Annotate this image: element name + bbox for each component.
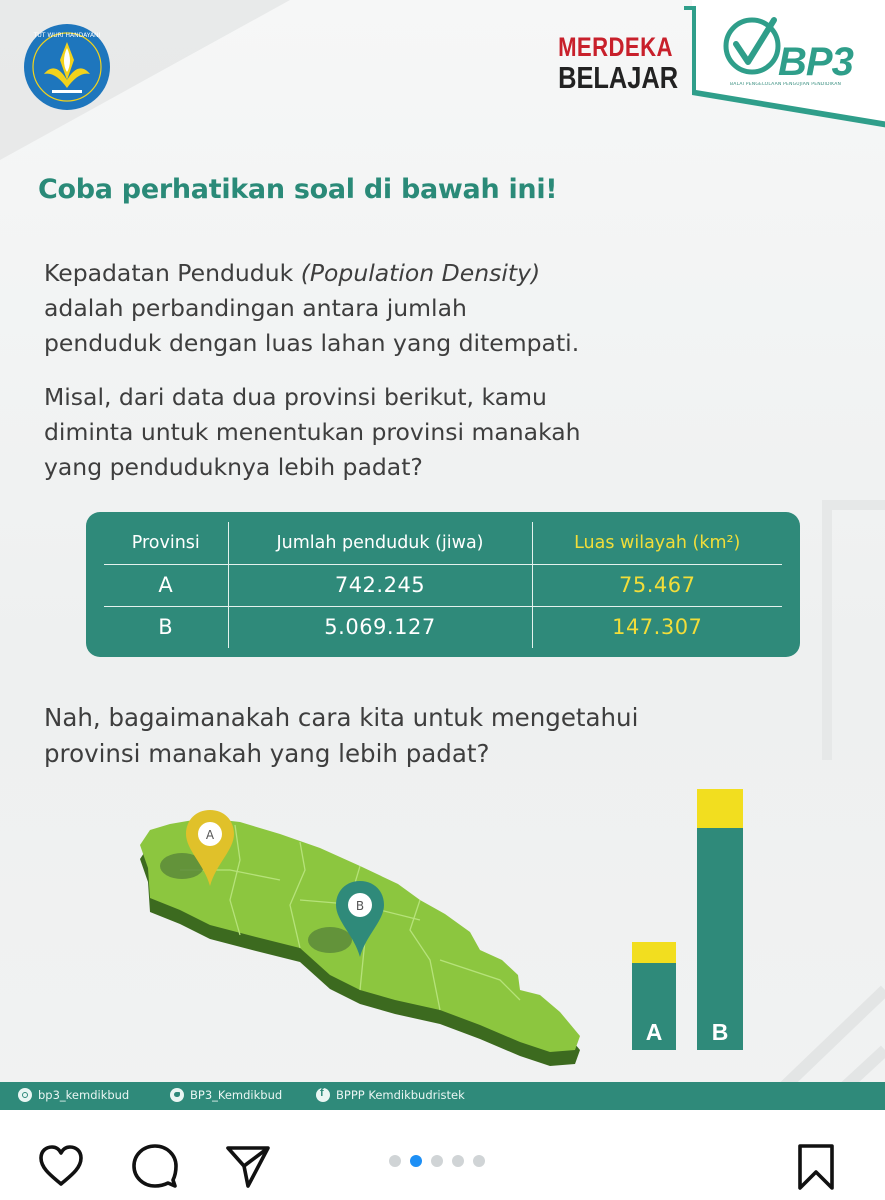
- definition-line-3: penduduk dengan luas lahan yang ditempati.: [44, 329, 580, 357]
- definition-paragraph: [44, 256, 764, 361]
- post-heading: Coba perhatikan soal di bawah ini!: [38, 174, 558, 205]
- share-icon: [222, 1140, 274, 1192]
- cell-population: 5.069.127: [228, 606, 532, 648]
- definition-line-1: Kepadatan Penduduk (Population Density): [44, 259, 541, 287]
- instagram-handle-text: bp3_kemdikbud: [38, 1088, 130, 1102]
- bp3-logo-text: BP3: [778, 40, 853, 84]
- prompt-line-1: Nah, bagaimanakah cara kita untuk mengetahui: [44, 703, 639, 732]
- social-footer: [0, 1082, 885, 1110]
- heart-icon: [35, 1140, 87, 1192]
- cell-area: 75.467: [532, 564, 782, 606]
- density-bar-a: [632, 942, 676, 1050]
- bar-b-label: B: [711, 1019, 729, 1045]
- header-luas-wilayah: Luas wilayah (km²): [532, 522, 782, 564]
- question-paragraph: [44, 380, 764, 485]
- prompt-line-2: provinsi manakah yang lebih padat?: [44, 739, 490, 768]
- belajar-text: BELAJAR: [558, 60, 679, 95]
- density-bar-b: [697, 789, 743, 1050]
- prompt-paragraph: [44, 700, 764, 772]
- definition-line-2: adalah perbandingan antara jumlah: [44, 294, 467, 322]
- carousel-dot[interactable]: [473, 1155, 485, 1167]
- cell-province: A: [104, 564, 228, 606]
- carousel-dot[interactable]: [389, 1155, 401, 1167]
- twitter-icon: [170, 1088, 184, 1102]
- carousel-indicator[interactable]: [389, 1155, 485, 1167]
- question-line-2: diminta untuk menentukan provinsi manakah: [44, 418, 581, 446]
- pin-a-label: A: [205, 828, 215, 842]
- question-line-3: yang penduduknya lebih padat?: [44, 453, 423, 481]
- facebook-handle: [316, 1088, 465, 1102]
- carousel-dot-active[interactable]: [410, 1155, 422, 1167]
- merdeka-text: MERDEKA: [558, 32, 673, 62]
- bar-b-highlight: [697, 789, 743, 828]
- cell-population: 742.245: [228, 564, 532, 606]
- question-line-1: Misal, dari data dua provinsi berikut, kamu: [44, 383, 547, 411]
- cell-province: B: [158, 615, 174, 640]
- bar-a-label: A: [645, 1019, 663, 1045]
- carousel-dot[interactable]: [431, 1155, 443, 1167]
- bp3-subtitle: BALAI PENGELOLAAN PENGUJIAN PENDIDIKAN: [730, 82, 842, 87]
- table-row: [104, 564, 782, 606]
- facebook-icon: [316, 1088, 330, 1102]
- save-button[interactable]: [790, 1140, 842, 1192]
- merdeka-belajar-logo: [548, 32, 679, 95]
- facebook-handle-text: BPPP Kemdikbudristek: [336, 1088, 465, 1102]
- save-icon: [790, 1140, 842, 1192]
- cell-area: 147.307: [532, 606, 782, 648]
- bar-a-highlight: [632, 942, 676, 963]
- comment-icon: [129, 1140, 181, 1192]
- twitter-handle: [170, 1088, 282, 1102]
- instagram-handle: [18, 1088, 129, 1102]
- pin-b-shadow: [308, 927, 352, 953]
- carousel-dot[interactable]: [452, 1155, 464, 1167]
- province-data-table: [86, 512, 800, 657]
- instagram-icon: [18, 1088, 32, 1102]
- like-button[interactable]: [35, 1140, 87, 1192]
- tut-wuri-handayani-logo: [22, 22, 112, 112]
- twitter-handle-text: BP3_Kemdikbud: [190, 1088, 283, 1102]
- header-provinsi: Provinsi: [104, 522, 228, 564]
- header-jumlah-penduduk: Jumlah penduduk (jiwa): [228, 522, 532, 564]
- pin-b-label: B: [355, 899, 365, 913]
- svg-text:TUT WURI HANDAYANI: TUT WURI HANDAYANI: [33, 32, 101, 39]
- table-row: [104, 606, 782, 648]
- comment-button[interactable]: [129, 1140, 181, 1192]
- share-button[interactable]: [222, 1140, 274, 1192]
- java-map-illustration: [0, 780, 885, 1110]
